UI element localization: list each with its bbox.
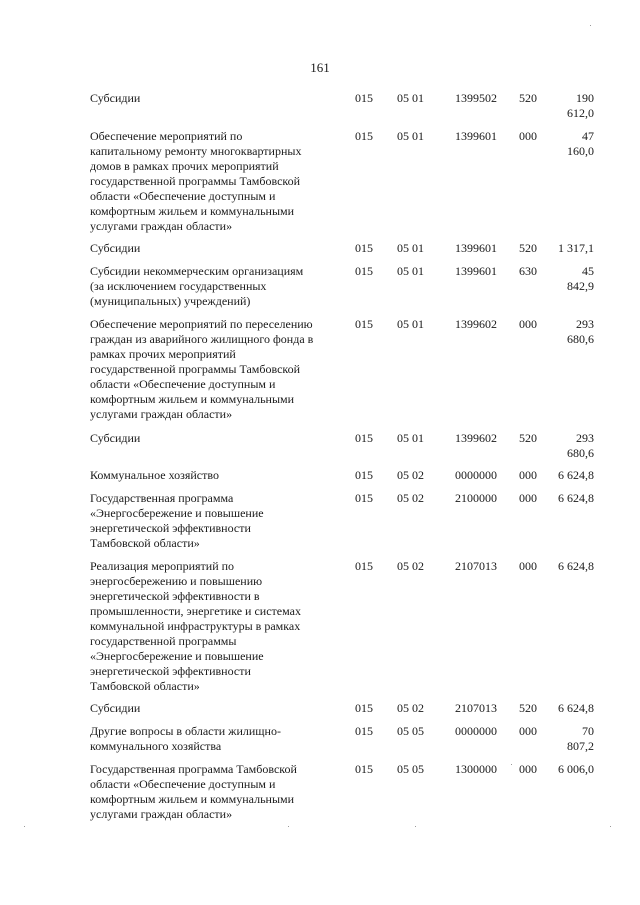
table-row [90, 241, 594, 256]
section-code: 05 01 [397, 241, 424, 255]
table-row [90, 559, 594, 694]
item-name-line: Субсидии [90, 241, 141, 255]
expense-type-code: 000 [519, 317, 537, 331]
item-name-line: рамках прочих мероприятий [90, 347, 236, 361]
section-code: 05 02 [397, 491, 424, 505]
item-name-line: услугами граждан области» [90, 219, 233, 233]
expense-type-code: 000 [519, 724, 537, 738]
item-name [90, 317, 347, 422]
expense-type-code: 000 [519, 491, 537, 505]
ministry-code: 015 [355, 129, 373, 143]
item-name-line: комфортным жильем и коммунальными [90, 792, 295, 806]
table-row [90, 701, 594, 716]
ministry-code: 015 [355, 701, 373, 715]
item-name-line: услугами граждан области» [90, 407, 233, 421]
item-name-line: «Энергосбережение и повышение [90, 649, 264, 663]
article-code: 1399601 [455, 241, 497, 255]
table-row [90, 724, 594, 754]
table-row [90, 91, 594, 121]
ministry-code: 015 [355, 468, 373, 482]
item-name-line: Государственная программа Тамбовской [90, 762, 297, 776]
expense-type-code: 000 [519, 129, 537, 143]
item-name-line: области «Обеспечение доступным и [90, 189, 276, 203]
amount: 1 317,1 [558, 241, 594, 255]
item-name-line: домов в рамках прочих мероприятий [90, 159, 279, 173]
table-row [90, 317, 594, 422]
scan-speck [590, 25, 591, 26]
ministry-code: 015 [355, 317, 373, 331]
item-name-line: (муниципальных) учреждений) [90, 294, 251, 308]
item-name [90, 129, 347, 234]
item-name-line: Коммунальное хозяйство [90, 468, 219, 482]
article-code: 1399502 [455, 91, 497, 105]
item-name-line: Субсидии [90, 91, 141, 105]
item-name-line: промышленности, энергетике и системах [90, 604, 301, 618]
article-code: 1399602 [455, 431, 497, 445]
item-name-line: государственной программы Тамбовской [90, 174, 301, 188]
expense-type-code: 520 [519, 91, 537, 105]
expense-type-code: 000 [519, 559, 537, 573]
section-code: 05 01 [397, 431, 424, 445]
article-code: 2107013 [455, 701, 497, 715]
amount: 6 006,0 [558, 762, 594, 776]
article-code: 2100000 [455, 491, 497, 505]
item-name-line: услугами граждан области» [90, 807, 233, 821]
article-code: 1399601 [455, 129, 497, 143]
item-name [90, 559, 347, 694]
expense-type-code: 630 [519, 264, 537, 278]
item-name-line: Другие вопросы в области жилищно- [90, 724, 281, 738]
amount: 6 624,8 [558, 559, 594, 573]
amount: 45 842,9 [567, 264, 594, 293]
item-name-line: энергетической эффективности [90, 664, 251, 678]
scan-speck [511, 764, 512, 765]
article-code: 2107013 [455, 559, 497, 573]
item-name-line: области «Обеспечение доступным и [90, 777, 276, 791]
item-name [90, 468, 347, 483]
ministry-code: 015 [355, 559, 373, 573]
item-name-line: коммунального хозяйства [90, 739, 222, 753]
expense-type-code: 000 [519, 762, 537, 776]
section-code: 05 01 [397, 264, 424, 278]
ministry-code: 015 [355, 264, 373, 278]
item-name-line: государственной программы [90, 634, 237, 648]
table-row [90, 431, 594, 461]
item-name [90, 264, 347, 309]
item-name [90, 724, 347, 754]
article-code: 1399602 [455, 317, 497, 331]
table-row [90, 468, 594, 483]
ministry-code: 015 [355, 431, 373, 445]
amount: 6 624,8 [558, 468, 594, 482]
article-code: 1300000 [455, 762, 497, 776]
expense-type-code: 520 [519, 241, 537, 255]
article-code: 0000000 [455, 468, 497, 482]
scan-speck [24, 826, 25, 827]
amount: 70 807,2 [567, 724, 594, 753]
item-name [90, 701, 347, 716]
item-name [90, 91, 347, 106]
expense-type-code: 000 [519, 468, 537, 482]
item-name-line: Субсидии [90, 431, 141, 445]
item-name-line: комфортным жильем и коммунальными [90, 204, 295, 218]
section-code: 05 01 [397, 91, 424, 105]
item-name [90, 431, 347, 446]
item-name-line: Обеспечение мероприятий по [90, 129, 243, 143]
item-name-line: области «Обеспечение доступным и [90, 377, 276, 391]
page-number: 161 [310, 60, 330, 75]
item-name [90, 762, 347, 822]
item-name-line: капитальному ремонту многоквартирных [90, 144, 302, 158]
section-code: 05 02 [397, 468, 424, 482]
section-code: 05 05 [397, 762, 424, 776]
ministry-code: 015 [355, 91, 373, 105]
amount: 293 680,6 [567, 317, 594, 346]
ministry-code: 015 [355, 724, 373, 738]
ministry-code: 015 [355, 491, 373, 505]
section-code: 05 02 [397, 701, 424, 715]
item-name-line: государственной программы Тамбовской [90, 362, 301, 376]
budget-table [90, 91, 594, 822]
amount: 293 680,6 [567, 431, 594, 460]
item-name-line: Реализация мероприятий по [90, 559, 235, 573]
item-name-line: энергетической эффективности в [90, 589, 260, 603]
section-code: 05 05 [397, 724, 424, 738]
item-name [90, 491, 347, 551]
article-code: 1399601 [455, 264, 497, 278]
table-row [90, 129, 594, 234]
section-code: 05 02 [397, 559, 424, 573]
item-name-line: (за исключением государственных [90, 279, 267, 293]
section-code: 05 01 [397, 129, 424, 143]
table-row [90, 762, 594, 822]
item-name-line: комфортным жильем и коммунальными [90, 392, 295, 406]
scan-speck [288, 826, 289, 827]
amount: 47 160,0 [567, 129, 594, 158]
item-name-line: Государственная программа [90, 491, 234, 505]
item-name-line: коммунальной инфраструктуры в рамках [90, 619, 301, 633]
item-name-line: Тамбовской области» [90, 679, 200, 693]
item-name-line: Тамбовской области» [90, 536, 200, 550]
item-name-line: Обеспечение мероприятий по переселению [90, 317, 313, 331]
item-name-line: Субсидии некоммерческим организациям [90, 264, 304, 278]
scan-speck [610, 826, 611, 827]
expense-type-code: 520 [519, 431, 537, 445]
article-code: 0000000 [455, 724, 497, 738]
ministry-code: 015 [355, 762, 373, 776]
item-name-line: энергетической эффективности [90, 521, 251, 535]
amount: 6 624,8 [558, 491, 594, 505]
table-row [90, 491, 594, 551]
item-name [90, 241, 347, 256]
expense-type-code: 520 [519, 701, 537, 715]
amount: 190 612,0 [567, 91, 594, 120]
item-name-line: «Энергосбережение и повышение [90, 506, 264, 520]
item-name-line: энергосбережению и повышению [90, 574, 263, 588]
item-name-line: граждан из аварийного жилищного фонда в [90, 332, 314, 346]
item-name-line: Субсидии [90, 701, 141, 715]
scan-speck [415, 826, 416, 827]
table-row [90, 264, 594, 309]
amount: 6 624,8 [558, 701, 594, 715]
section-code: 05 01 [397, 317, 424, 331]
ministry-code: 015 [355, 241, 373, 255]
